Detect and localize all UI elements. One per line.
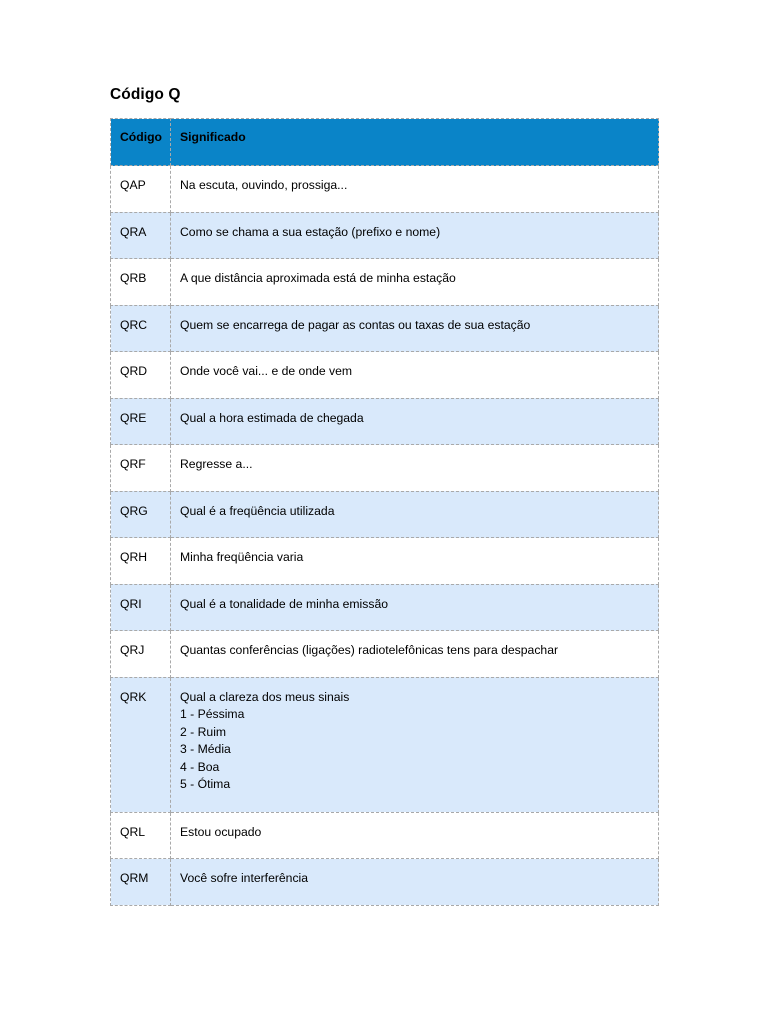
code-cell: QRE [111,398,171,445]
meaning-cell [171,538,659,585]
code-cell: QRL [111,812,171,859]
code-cell: QRD [111,352,171,399]
code-cell: QRH [111,538,171,585]
table-body [111,166,659,906]
table-row [111,677,659,812]
code-cell: QRB [111,259,171,306]
meaning-cell [171,445,659,492]
code-cell: QRI [111,584,171,631]
meaning-line: Estou ocupado [180,824,262,839]
table-row [111,352,659,399]
table-row [111,538,659,585]
meaning-cell [171,812,659,859]
meaning-line: 5 - Ótima [180,777,231,791]
table-row [111,631,659,678]
meaning-line: 1 - Péssima [180,707,245,721]
meaning-cell [171,352,659,399]
code-cell: QRM [111,859,171,906]
code-cell: QRA [111,212,171,259]
table-row [111,859,659,906]
meaning-line: 3 - Média [180,742,231,756]
code-cell: QAP [111,166,171,213]
meaning-line: Minha freqüência varia [180,550,304,564]
meaning-line: Você sofre interferência [180,871,309,885]
meaning-cell [171,305,659,352]
meaning-line: Quantas conferências (ligações) radiotelefônicas tens para despachar [180,643,559,657]
code-cell: QRC [111,305,171,352]
q-code-table [110,118,659,906]
meaning-cell [171,166,659,213]
table-header-row [111,119,659,166]
meaning-line: Qual é a freqüência utilizada [180,503,335,518]
meaning-cell [171,584,659,631]
table-row [111,166,659,213]
table-row [111,445,659,492]
meaning-line: Na escuta, ouvindo, prossiga... [180,178,348,192]
table-row [111,584,659,631]
meaning-line: Qual a hora estimada de chegada [180,410,364,425]
meaning-cell [171,631,659,678]
meaning-line: 2 - Ruim [180,724,227,739]
header-meaning: Significado [171,119,659,166]
table-row [111,398,659,445]
code-cell: QRJ [111,631,171,678]
meaning-line: Qual a clareza dos meus sinais [180,689,350,704]
meaning-line: Onde você vai... e de onde vem [180,364,353,378]
table-row [111,212,659,259]
table-row [111,259,659,306]
meaning-line: Regresse a... [180,457,253,471]
meaning-cell [171,677,659,812]
meaning-line: A que distância aproximada está de minha estação [180,271,456,285]
meaning-line: Como se chama a sua estação (prefixo e nome) [180,224,441,239]
meaning-line: Qual é a tonalidade de minha emissão [180,596,388,611]
code-cell: QRG [111,491,171,538]
code-cell: QRK [111,677,171,812]
table-row [111,812,659,859]
meaning-line: 4 - Boa [180,759,220,774]
table-row [111,305,659,352]
header-code: Código [111,119,171,166]
meaning-line: Quem se encarrega de pagar as contas ou taxas de sua estação [180,317,531,332]
meaning-cell [171,398,659,445]
meaning-cell [171,259,659,306]
document-title: Código Q [110,86,181,103]
meaning-cell [171,859,659,906]
meaning-cell [171,491,659,538]
table-row [111,491,659,538]
code-cell: QRF [111,445,171,492]
meaning-cell [171,212,659,259]
